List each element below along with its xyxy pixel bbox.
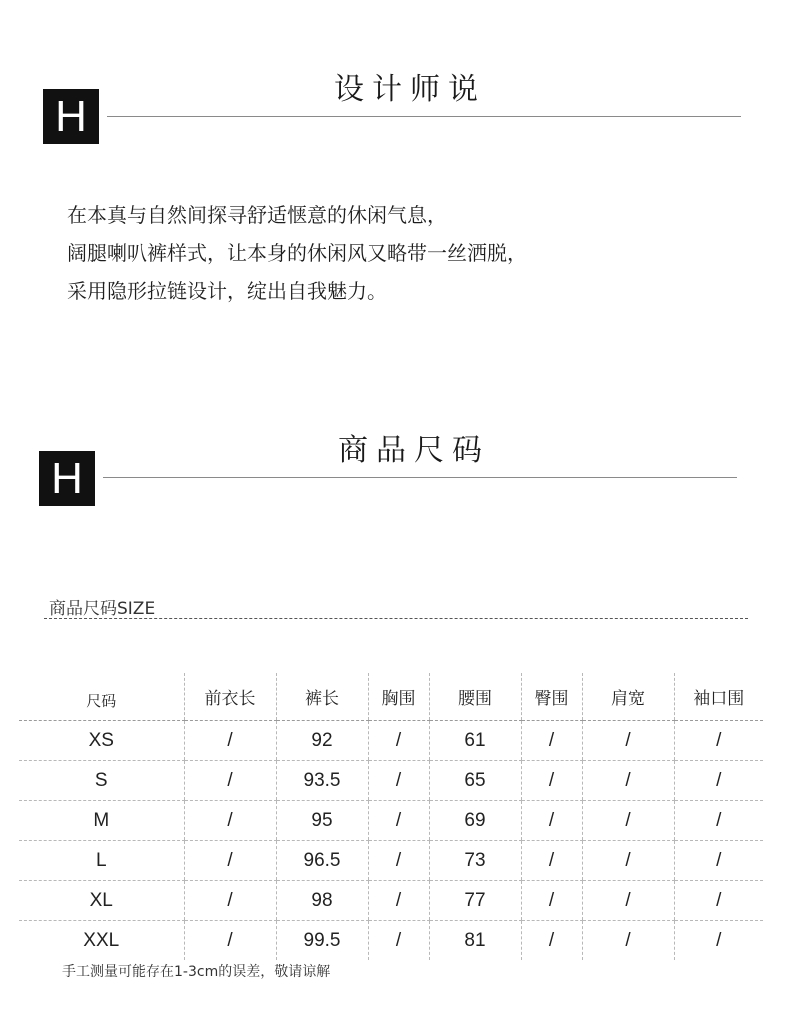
table-cell: / bbox=[368, 841, 429, 881]
description-line: 在本真与自然间探寻舒适惬意的休闲气息， bbox=[67, 203, 447, 227]
description-line: 采用隐形拉链设计，绽出自我魅力。 bbox=[67, 279, 387, 303]
column-header-pants-length: 裤长 bbox=[276, 673, 368, 721]
column-header-waist: 腰围 bbox=[429, 673, 521, 721]
size-cell: XXL bbox=[83, 929, 120, 951]
section-badge-size: H bbox=[39, 451, 95, 506]
table-cell: / bbox=[368, 921, 429, 961]
size-title-rule bbox=[103, 477, 737, 478]
size-cell: M bbox=[19, 801, 184, 841]
table-cell: / bbox=[368, 881, 429, 921]
table-row bbox=[19, 801, 763, 841]
column-header-front-length: 前衣长 bbox=[184, 673, 276, 721]
table-row bbox=[19, 761, 763, 801]
column-header-size: 尺码 bbox=[19, 673, 184, 721]
table-cell: 95 bbox=[276, 801, 368, 841]
table-cell: / bbox=[674, 761, 763, 801]
table-cell: / bbox=[582, 721, 674, 761]
table-cell: / bbox=[582, 801, 674, 841]
table-cell: / bbox=[521, 761, 582, 801]
table-cell: 65 bbox=[429, 761, 521, 801]
table-cell: / bbox=[184, 761, 276, 801]
table-cell: 61 bbox=[429, 721, 521, 761]
table-cell: / bbox=[184, 921, 276, 961]
table-cell: / bbox=[582, 881, 674, 921]
table-cell: 96.5 bbox=[276, 841, 368, 881]
table-cell: / bbox=[582, 761, 674, 801]
description-line: 阔腿喇叭裤样式，让本身的休闲风又略带一丝洒脱， bbox=[67, 241, 527, 265]
table-cell: 73 bbox=[429, 841, 521, 881]
table-cell: / bbox=[674, 881, 763, 921]
table-cell: / bbox=[184, 721, 276, 761]
table-cell: / bbox=[184, 801, 276, 841]
table-cell: / bbox=[521, 801, 582, 841]
column-header-cuff: 袖口围 bbox=[674, 673, 763, 721]
table-cell: / bbox=[582, 921, 674, 961]
size-cell: L bbox=[19, 841, 184, 881]
table-cell: / bbox=[184, 841, 276, 881]
column-header-chest: 胸围 bbox=[368, 673, 429, 721]
column-header-shoulder: 肩宽 bbox=[582, 673, 674, 721]
table-cell: / bbox=[674, 801, 763, 841]
designer-title-rule bbox=[107, 116, 741, 117]
table-cell: 69 bbox=[429, 801, 521, 841]
table-cell: 98 bbox=[276, 881, 368, 921]
table-cell: / bbox=[368, 761, 429, 801]
table-cell: 92 bbox=[276, 721, 368, 761]
table-cell: / bbox=[674, 721, 763, 761]
size-table-label: 商品尺码SIZE bbox=[49, 599, 156, 619]
size-section-title: 商品尺码 bbox=[338, 433, 490, 468]
table-header-row bbox=[19, 673, 763, 721]
table-row bbox=[19, 721, 763, 761]
size-cell: XL bbox=[19, 881, 184, 921]
table-cell: / bbox=[368, 721, 429, 761]
size-table bbox=[19, 673, 763, 960]
table-cell: / bbox=[184, 881, 276, 921]
table-cell: / bbox=[674, 921, 763, 961]
size-cell: S bbox=[19, 761, 184, 801]
table-cell: / bbox=[674, 841, 763, 881]
table-cell: / bbox=[521, 881, 582, 921]
table-cell: 99.5 bbox=[276, 921, 368, 961]
size-label-divider bbox=[44, 618, 748, 619]
table-cell: / bbox=[521, 721, 582, 761]
size-cell: XS bbox=[19, 721, 184, 761]
table-cell: / bbox=[368, 801, 429, 841]
table-cell: 81 bbox=[429, 921, 521, 961]
table-cell: 77 bbox=[429, 881, 521, 921]
table-row bbox=[19, 921, 763, 961]
measurement-note: 手工测量可能存在1-3cm的误差，敬请谅解 bbox=[62, 964, 331, 980]
table-cell: / bbox=[582, 841, 674, 881]
designer-description bbox=[67, 196, 527, 310]
table-cell: / bbox=[521, 841, 582, 881]
section-badge-designer: H bbox=[43, 89, 99, 144]
table-row bbox=[19, 881, 763, 921]
table-cell: 93.5 bbox=[276, 761, 368, 801]
table-cell: / bbox=[521, 921, 582, 961]
column-header-hip: 臀围 bbox=[521, 673, 582, 721]
designer-section-title: 设计师说 bbox=[334, 72, 486, 107]
table-row bbox=[19, 841, 763, 881]
